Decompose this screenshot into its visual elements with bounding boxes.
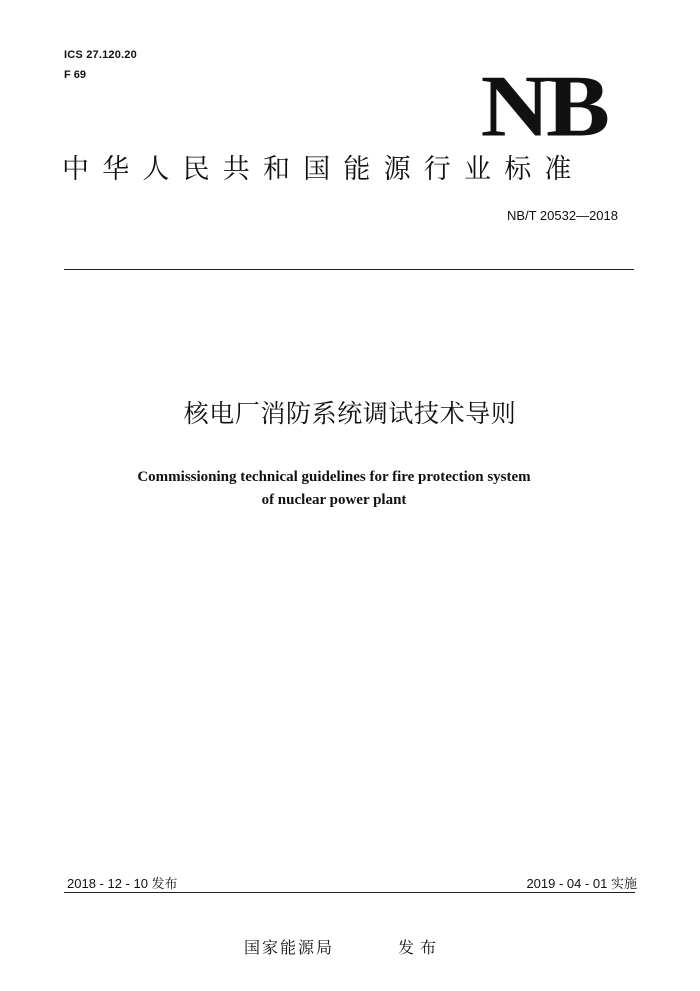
nb-logo: NB [480,56,606,155]
date-row [67,875,637,893]
english-title-line-2: of nuclear power plant [261,492,407,508]
classification-code: F 69 [64,69,87,81]
bottom-divider [64,892,635,893]
document-title-english [0,466,668,512]
organization-title: 中华人民共和国能源行业标准 [62,154,585,185]
publisher-action: 发布 [398,938,443,957]
ics-code: ICS 27.120.20 [64,49,137,61]
publisher-name: 国家能源局 [244,938,335,957]
document-title-chinese: 核电厂消防系统调试技术导则 [183,399,517,428]
top-divider [64,269,634,270]
issue-date: 2018 - 12 - 10 发布 [67,876,178,891]
implementation-date: 2019 - 04 - 01 实施 [526,876,637,891]
standard-number: NB/T 20532—2018 [506,208,618,223]
english-title-line-1: Commissioning technical guidelines for fire protection system [137,469,531,485]
